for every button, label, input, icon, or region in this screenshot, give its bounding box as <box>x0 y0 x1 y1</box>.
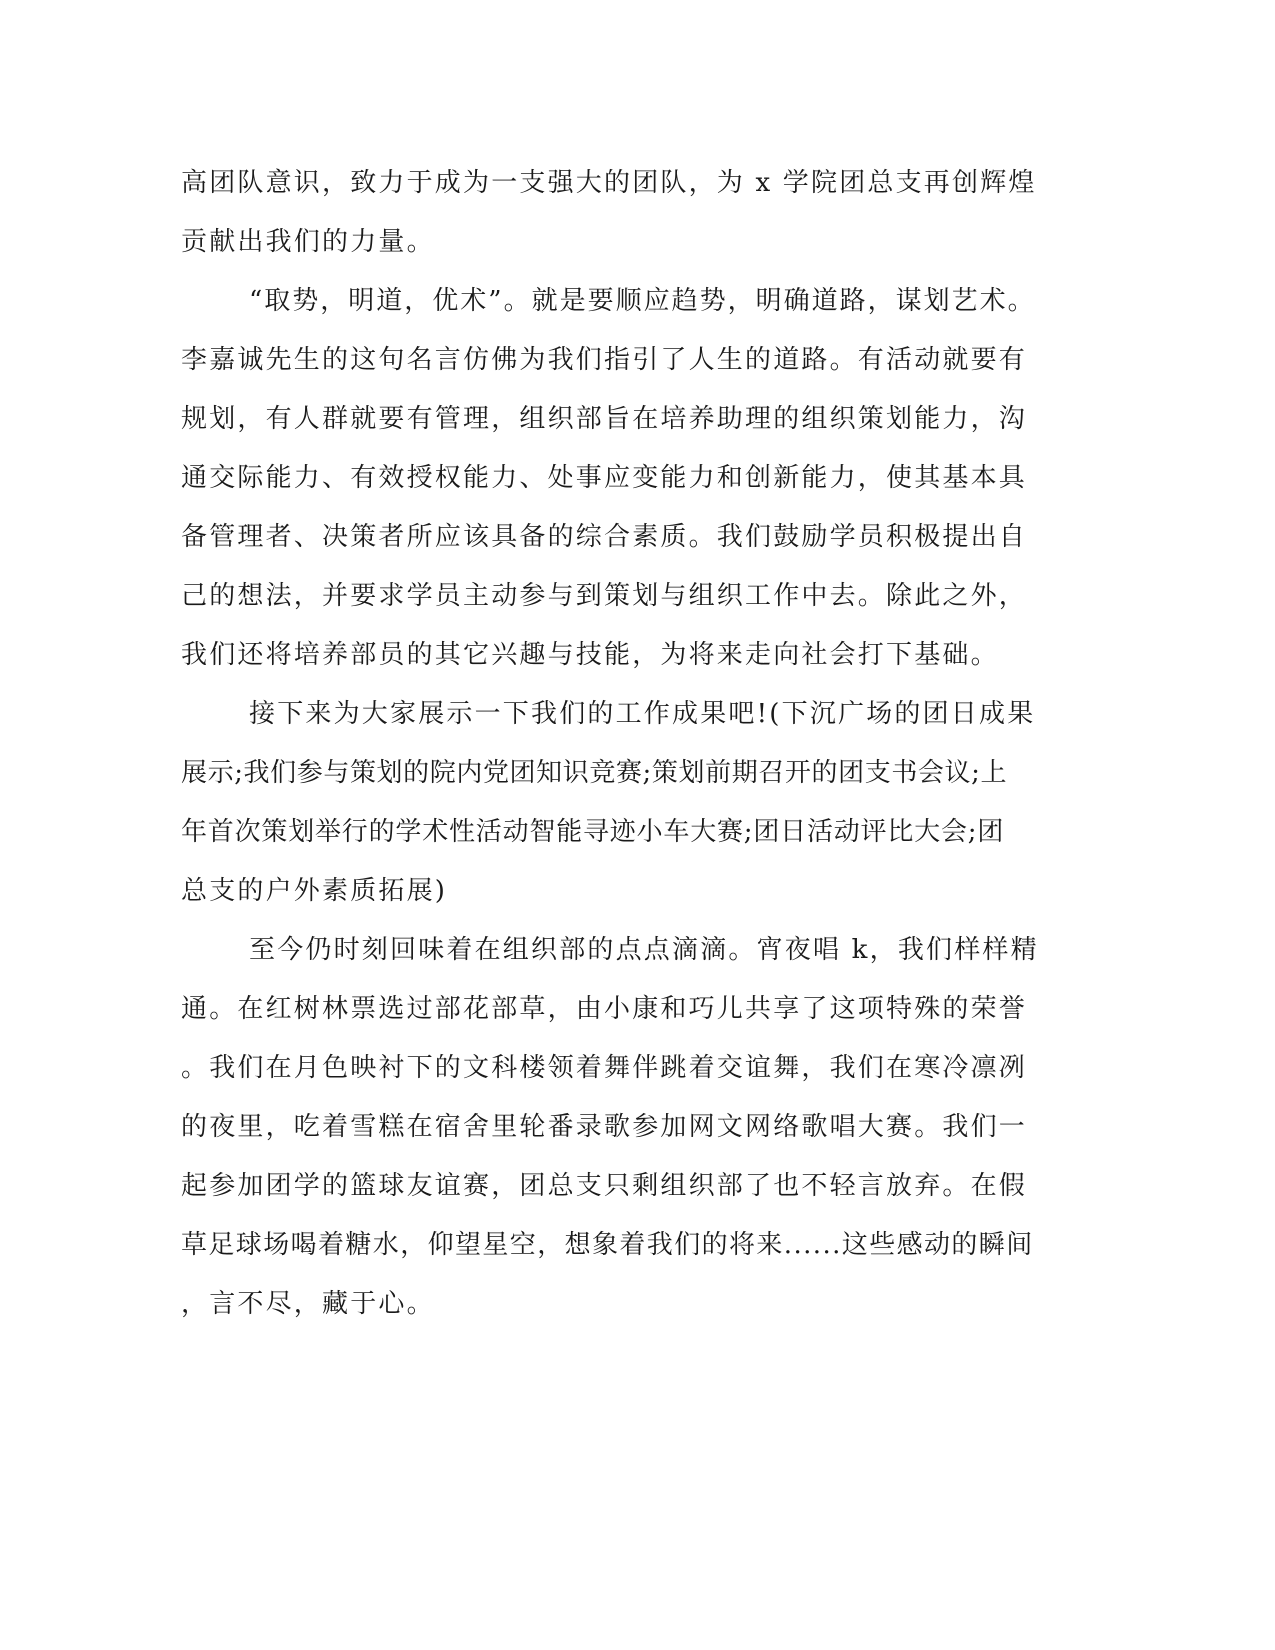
paragraph-4-line-5: 起参加团学的篮球友谊赛，团总支只剩组织部了也不轻言放弃。在假 <box>181 1171 1028 1201</box>
paragraph-3-line-1: 接下来为大家展示一下我们的工作成果吧!(下沉广场的团日成果 <box>249 699 1036 729</box>
paragraph-4-line-1: 至今仍时刻回味着在组织部的点点滴滴。宵夜唱 k，我们样样精 <box>249 935 1039 965</box>
paragraph-2-line-4: 通交际能力、有效授权能力、处事应变能力和创新能力，使其基本具 <box>181 463 1028 493</box>
paragraph-4-line-2: 通。在红树林票选过部花部草，由小康和巧儿共享了这项特殊的荣誉 <box>181 994 1028 1024</box>
paragraph-1-line-1: 高团队意识，致力于成为一支强大的团队，为 x 学院团总支再创辉煌 <box>181 168 1037 198</box>
paragraph-2-line-5: 备管理者、决策者所应该具备的综合素质。我们鼓励学员积极提出自 <box>181 522 1028 552</box>
paragraph-2-line-3: 规划，有人群就要有管理，组织部旨在培养助理的组织策划能力，沟 <box>181 404 1028 434</box>
paragraph-3-line-3: 年首次策划举行的学术性活动智能寻迹小车大赛;团日活动评比大会;团 <box>181 817 1005 847</box>
paragraph-4-line-6: 草足球场喝着糖水，仰望星空，想象着我们的将来......这些感动的瞬间 <box>181 1230 1034 1260</box>
paragraph-1-line-2: 贡献出我们的力量。 <box>181 227 435 257</box>
paragraph-2-line-7: 我们还将培养部员的其它兴趣与技能，为将来走向社会打下基础。 <box>181 640 999 670</box>
paragraph-4-line-4: 的夜里，吃着雪糕在宿舍里轮番录歌参加网文网络歌唱大赛。我们一 <box>181 1112 1028 1142</box>
paragraph-3-line-2: 展示;我们参与策划的院内党团知识竞赛;策划前期召开的团支书会议;上 <box>181 758 1008 788</box>
paragraph-3-line-4: 总支的户外素质拓展) <box>181 876 448 906</box>
paragraph-2-line-1: “取势，明道，优术”。就是要顺应趋势，明确道路，谋划艺术。 <box>249 286 1036 316</box>
paragraph-2-line-6: 己的想法，并要求学员主动参与到策划与组织工作中去。除此之外， <box>181 581 1028 611</box>
paragraph-2-line-2: 李嘉诚先生的这句名言仿佛为我们指引了人生的道路。有活动就要有 <box>181 345 1028 375</box>
paragraph-4-line-3: 。我们在月色映衬下的文科楼领着舞伴跳着交谊舞，我们在寒冷凛冽 <box>181 1053 1028 1083</box>
paragraph-4-line-7: ，言不尽，藏于心。 <box>181 1289 435 1319</box>
